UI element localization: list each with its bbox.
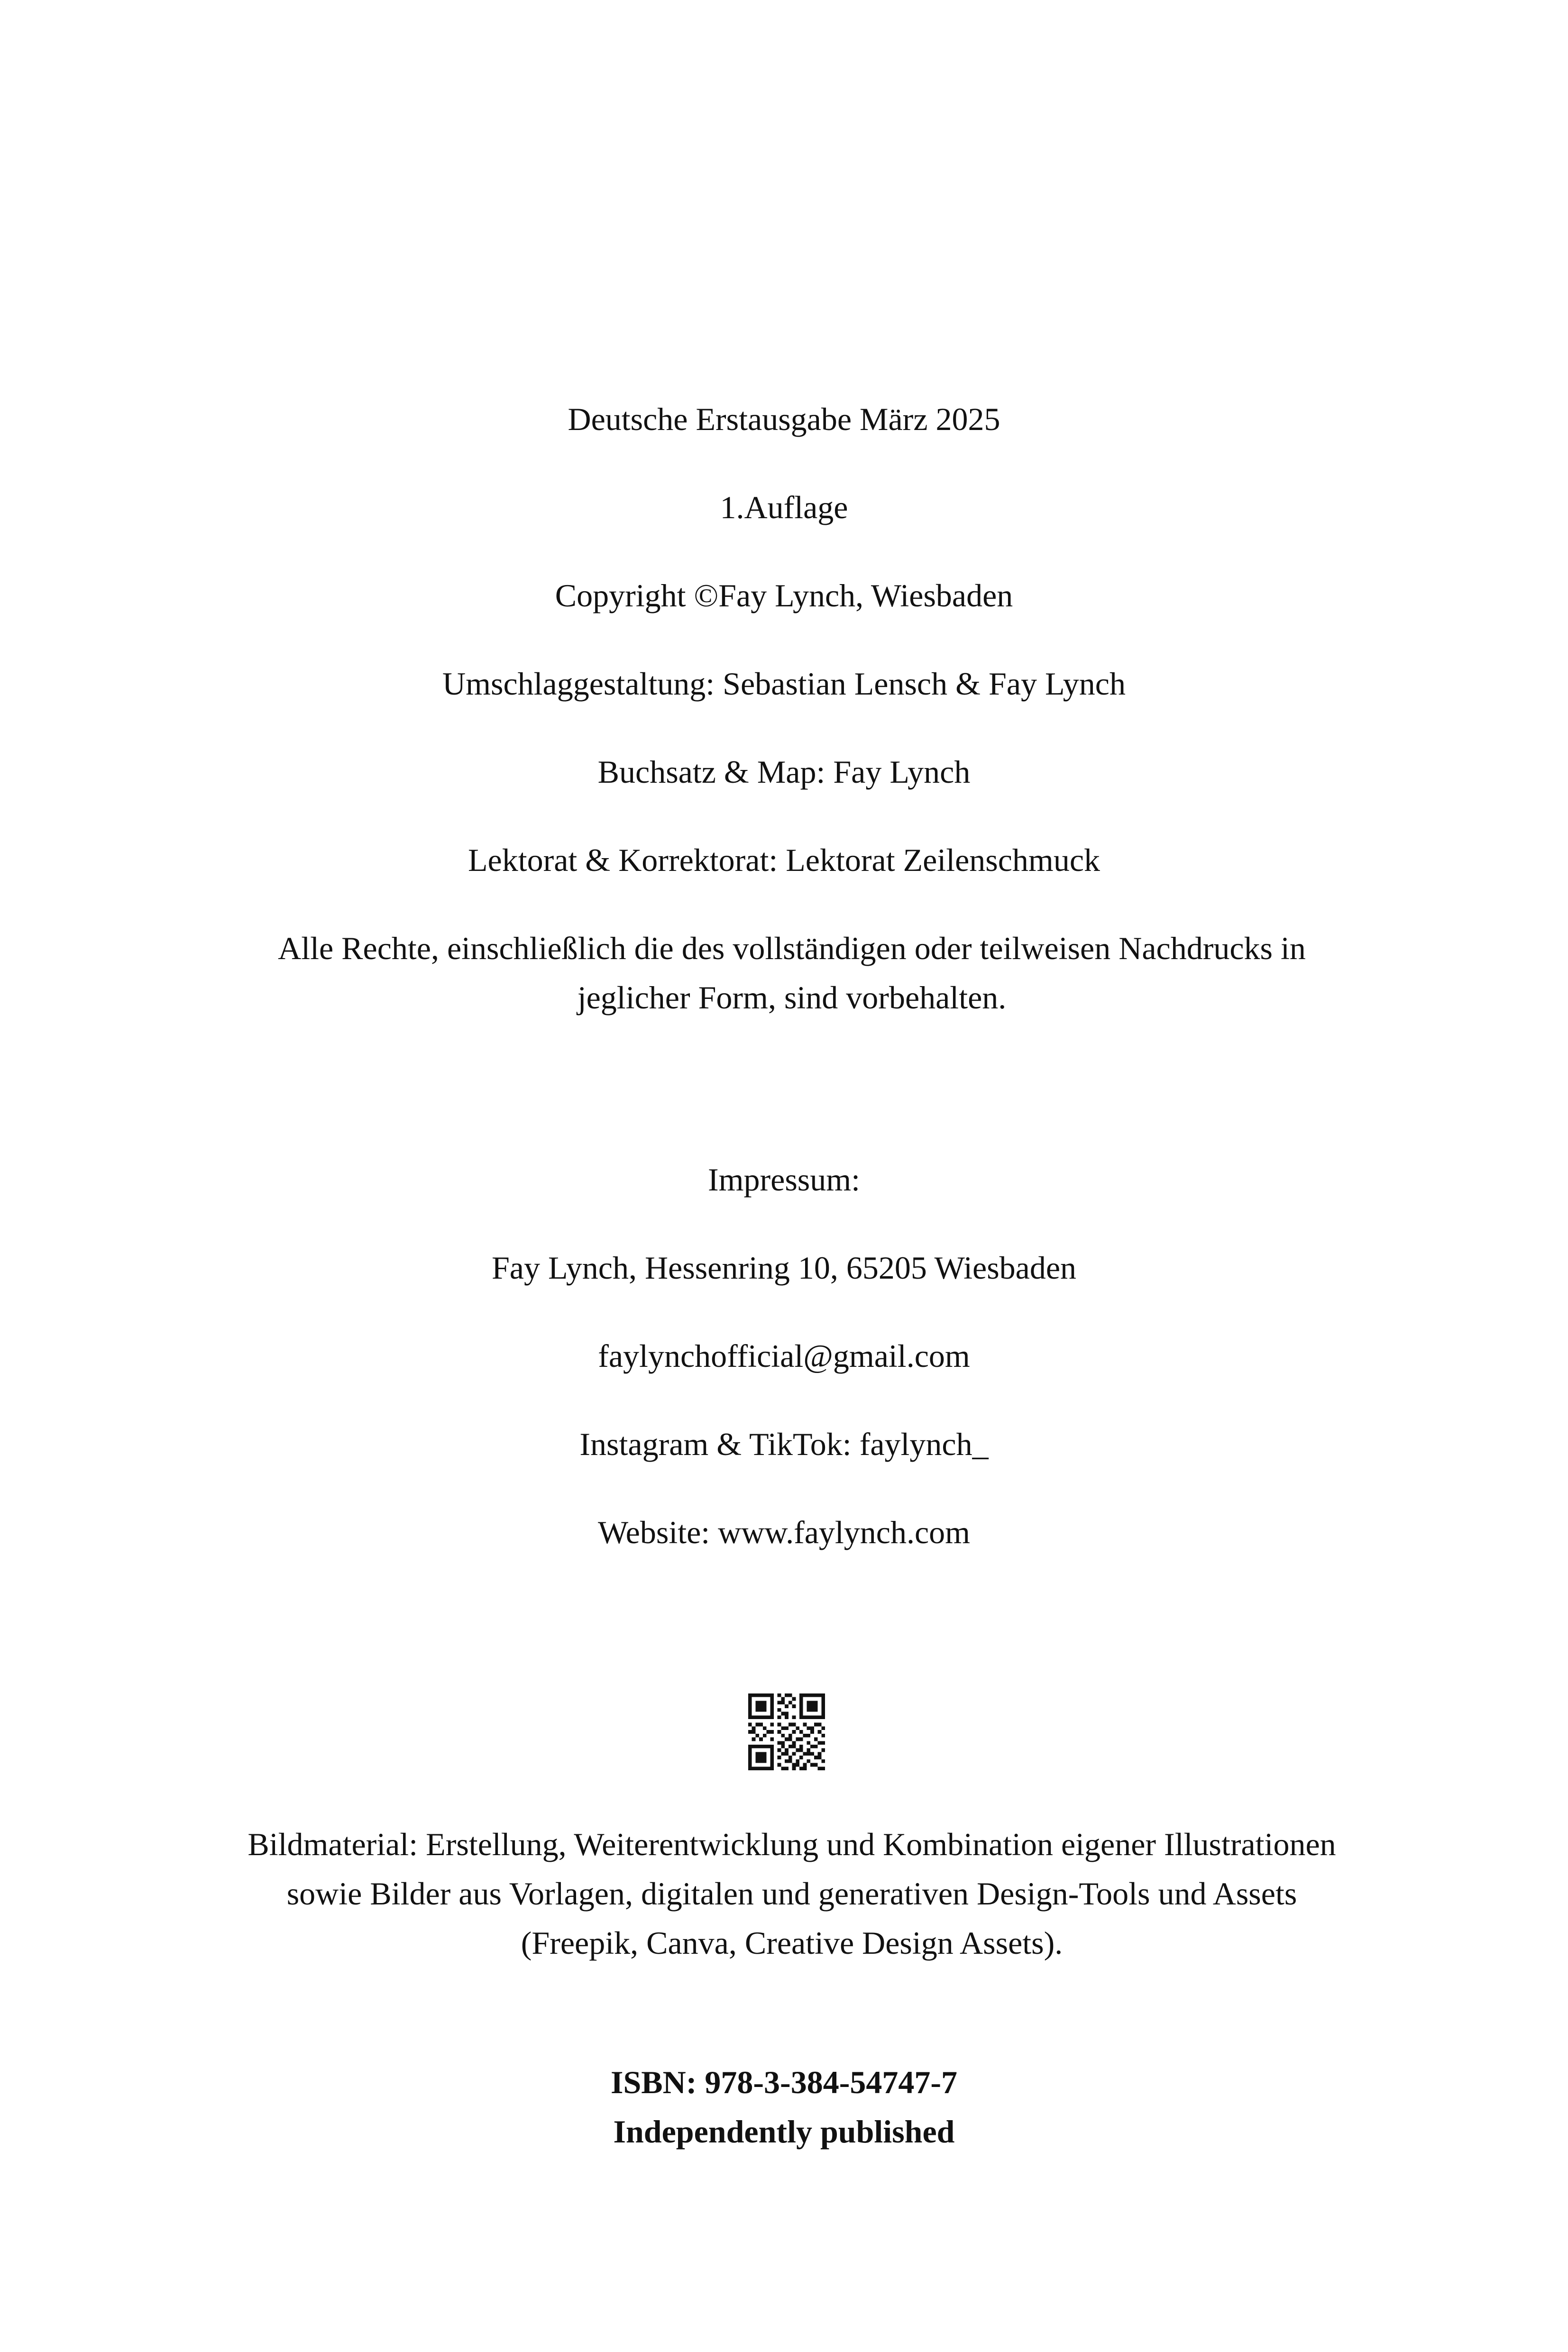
cover-design-line: Umschlaggestaltung: Sebastian Lensch & Fay Lynch	[442, 666, 1126, 702]
typesetting-line: Buchsatz & Map: Fay Lynch	[597, 754, 971, 790]
imprint-social: Instagram & TikTok: faylynch_	[579, 1426, 989, 1462]
rights-notice: Alle Rechte, einschließlich die des vollständigen oder teilweisen Nachdrucks in jeglicher Form, sind vorbehalten.	[278, 930, 1306, 1016]
first-edition-line: Deutsche Erstausgabe März 2025	[568, 401, 1000, 437]
copyright-line: Copyright ©Fay Lynch, Wiesbaden	[555, 577, 1013, 613]
printing-line: 1.Auflage	[720, 489, 848, 525]
editing-line: Lektorat & Korrektorat: Lektorat Zeilenschmuck	[468, 842, 1100, 878]
qr-code-icon	[748, 1693, 825, 1770]
imprint-email: faylynchofficial@gmail.com	[598, 1338, 970, 1374]
image-credits: Bildmaterial: Erstellung, Weiterentwicklung und Kombination eigener Illustrationen sowie Bilder aus Vorlagen, digitalen und generativen Design-Tools und Assets (Freepik, Canva, Creative Design Assets).	[248, 1826, 1336, 1961]
imprint-website: Website: www.faylynch.com	[597, 1514, 971, 1550]
publisher-line: Independently published	[613, 2114, 955, 2150]
isbn-line: ISBN: 978-3-384-54747-7	[611, 2064, 957, 2100]
imprint-heading: Impressum:	[707, 1162, 861, 1198]
imprint-address: Fay Lynch, Hessenring 10, 65205 Wiesbaden	[491, 1250, 1077, 1286]
